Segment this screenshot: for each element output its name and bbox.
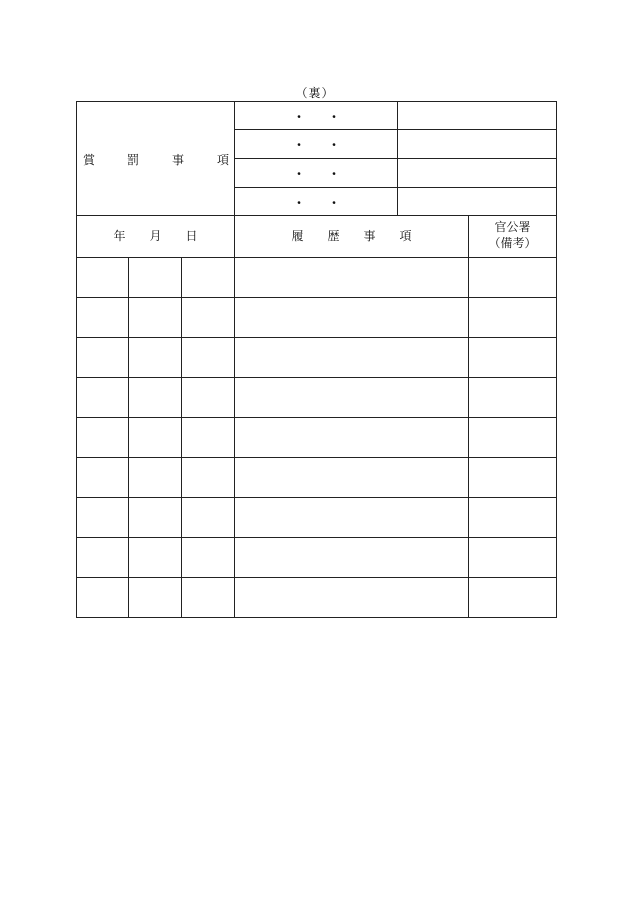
- office-cell[interactable]: [469, 458, 556, 497]
- date-dot: ・: [293, 110, 306, 124]
- day-cell[interactable]: [182, 378, 234, 417]
- year-cell[interactable]: [77, 498, 128, 537]
- year-cell[interactable]: [77, 378, 128, 417]
- month-cell[interactable]: [129, 378, 181, 417]
- item-cell[interactable]: [235, 338, 468, 377]
- date-dot: ・: [293, 138, 306, 152]
- label-char-1: 賞: [83, 153, 96, 167]
- month-cell[interactable]: [129, 298, 181, 337]
- month-cell[interactable]: [129, 258, 181, 297]
- day-cell[interactable]: [182, 498, 234, 537]
- label-char-3: 事: [172, 153, 185, 167]
- history-header-date: 年 月 日: [113, 229, 198, 243]
- date-dot: ・: [328, 196, 341, 210]
- year-cell[interactable]: [77, 418, 128, 457]
- year-cell[interactable]: [77, 458, 128, 497]
- rewards-content-cell-1[interactable]: [398, 102, 556, 129]
- office-cell[interactable]: [469, 418, 556, 457]
- item-cell[interactable]: [235, 418, 468, 457]
- month-cell[interactable]: [129, 458, 181, 497]
- item-cell[interactable]: [235, 258, 468, 297]
- office-cell[interactable]: [469, 538, 556, 577]
- month-cell[interactable]: [129, 338, 181, 377]
- day-cell[interactable]: [182, 338, 234, 377]
- day-cell[interactable]: [182, 258, 234, 297]
- label-char-2: 罰: [127, 153, 140, 167]
- item-cell[interactable]: [235, 578, 468, 617]
- rewards-punishments-label: [77, 101, 234, 215]
- office-cell[interactable]: [469, 378, 556, 417]
- year-cell[interactable]: [77, 258, 128, 297]
- day-cell[interactable]: [182, 538, 234, 577]
- month-cell[interactable]: [129, 578, 181, 617]
- year-cell[interactable]: [77, 298, 128, 337]
- rewards-date-cell-4[interactable]: [235, 188, 397, 215]
- item-cell[interactable]: [235, 378, 468, 417]
- label-char-4: 項: [217, 153, 230, 167]
- month-cell[interactable]: [129, 418, 181, 457]
- office-cell[interactable]: [469, 578, 556, 617]
- office-label: 官公署: [494, 220, 531, 234]
- item-cell[interactable]: [235, 458, 468, 497]
- history-header-item: 履 歴 事 項: [291, 229, 412, 243]
- rewards-date-cell-2[interactable]: [235, 130, 397, 158]
- table-bottom-border: [76, 617, 557, 618]
- office-cell[interactable]: [469, 258, 556, 297]
- item-cell[interactable]: [235, 538, 468, 577]
- day-cell[interactable]: [182, 298, 234, 337]
- rewards-content-cell-4[interactable]: [398, 188, 556, 215]
- month-cell[interactable]: [129, 538, 181, 577]
- rewards-content-cell-3[interactable]: [398, 159, 556, 187]
- history-header-office: [469, 219, 556, 255]
- year-cell[interactable]: [77, 338, 128, 377]
- office-cell[interactable]: [469, 498, 556, 537]
- year-cell[interactable]: [77, 538, 128, 577]
- office-cell[interactable]: [469, 338, 556, 377]
- table-right-border: [556, 101, 557, 617]
- date-dot: ・: [328, 167, 341, 181]
- item-cell[interactable]: [235, 298, 468, 337]
- page-heading: （裏）: [295, 86, 335, 100]
- office-cell[interactable]: [469, 298, 556, 337]
- day-cell[interactable]: [182, 578, 234, 617]
- day-cell[interactable]: [182, 418, 234, 457]
- day-cell[interactable]: [182, 458, 234, 497]
- date-dot: ・: [293, 167, 306, 181]
- month-cell[interactable]: [129, 498, 181, 537]
- rewards-date-cell-1[interactable]: [235, 102, 397, 129]
- rewards-content-cell-2[interactable]: [398, 130, 556, 158]
- date-dot: ・: [328, 110, 341, 124]
- rewards-date-cell-3[interactable]: [235, 159, 397, 187]
- remarks-label: （備考）: [488, 236, 537, 250]
- date-dot: ・: [328, 138, 341, 152]
- date-dot: ・: [293, 196, 306, 210]
- item-cell[interactable]: [235, 498, 468, 537]
- year-cell[interactable]: [77, 578, 128, 617]
